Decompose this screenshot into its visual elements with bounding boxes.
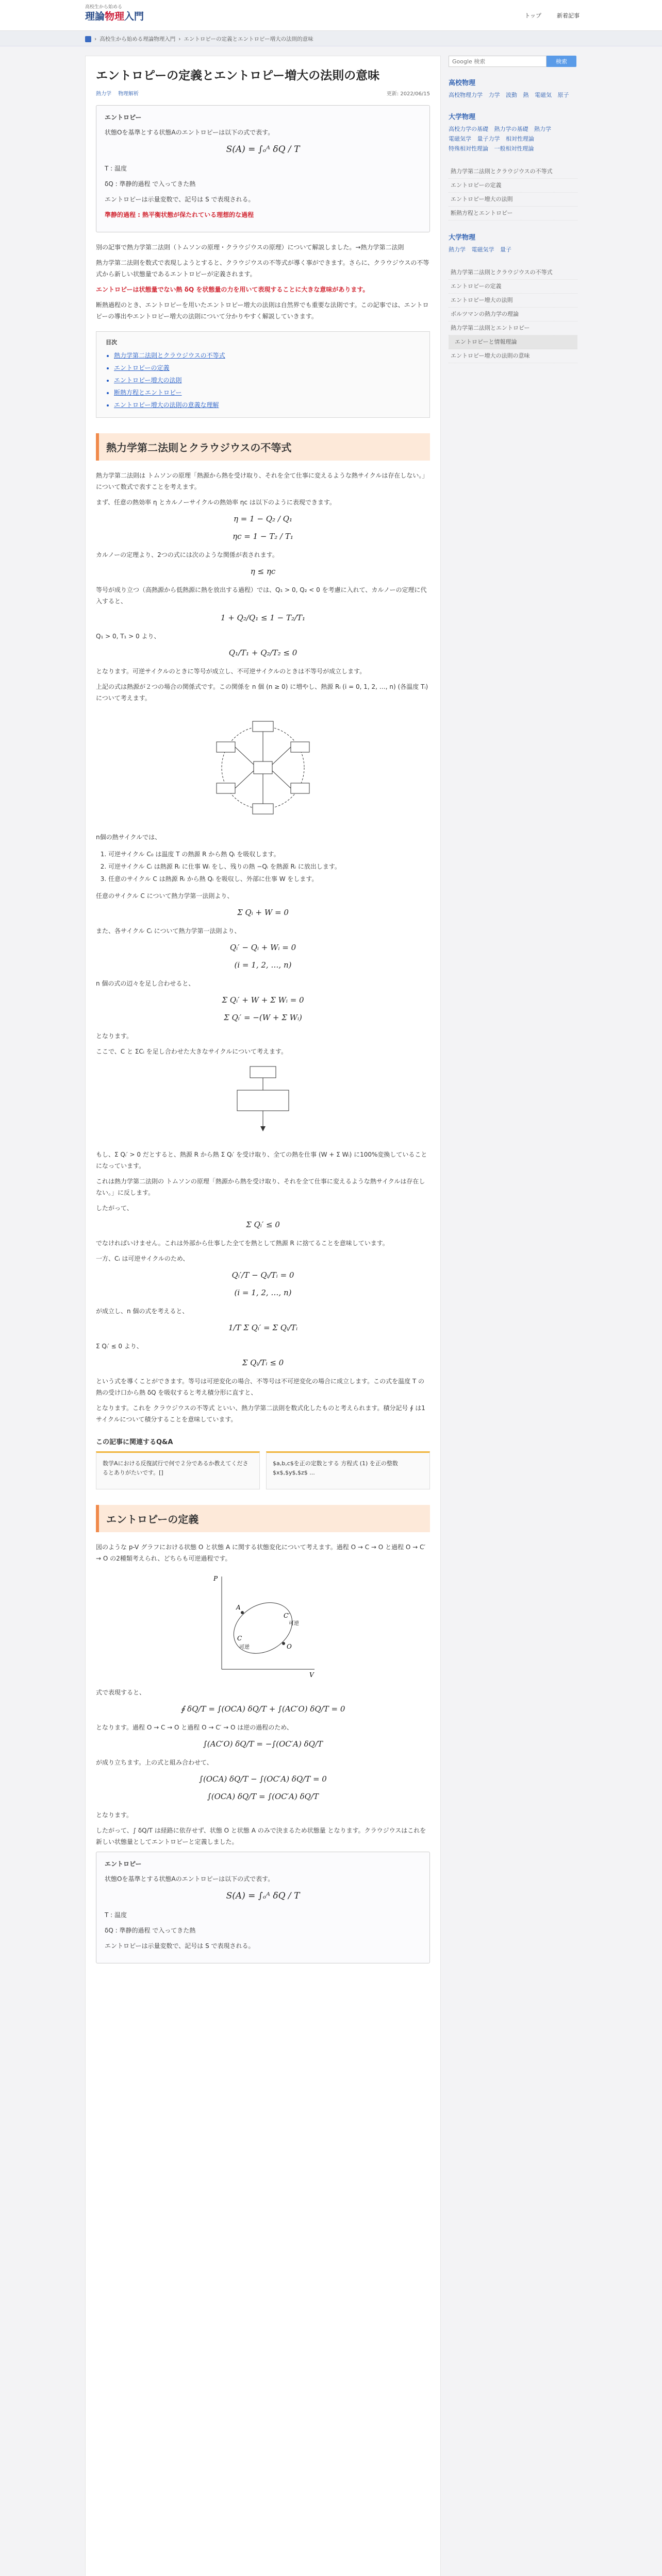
- sidebar-link[interactable]: 熱: [523, 92, 529, 98]
- intro-paragraph: 別の記事で熱力学第二法則（トムソンの原理・クラウジウスの原理）について解説しました。→熱力学第二法則: [96, 244, 404, 251]
- search-button[interactable]: 検索: [547, 56, 576, 67]
- paragraph: まず、任意の熱効率 η とカルノーサイクルの熱効率 ηc は以下のように表現できます。: [96, 499, 336, 506]
- sidebar-links: [449, 90, 577, 100]
- logo-part-b: 物理: [105, 11, 125, 22]
- entropy-equation: S(A) = ∫ₒᴬ δQ / T: [226, 144, 300, 155]
- equation: η = 1 − Q₂ / Q₁: [234, 514, 292, 523]
- breadcrumb-item[interactable]: 高校生から始める理論物理入門: [100, 36, 176, 42]
- cycle-steps: [108, 848, 430, 885]
- logo-part-a: 理論: [85, 11, 105, 22]
- page-title: エントロピーの定義とエントロピー増大の法則の意味: [96, 69, 380, 82]
- path-c-prime-label: C′: [284, 1612, 290, 1619]
- sidebar-link[interactable]: 熱力学の基礎: [494, 126, 528, 132]
- definition-title: エントロピー: [105, 114, 142, 121]
- sidebar-link[interactable]: 量子力学: [477, 135, 500, 142]
- qa-list: [96, 1451, 430, 1489]
- sidebar-article-link[interactable]: エントロピー増大の法則の意味: [449, 349, 577, 363]
- paragraph: となります。過程 O → C → O と過程 O → C′ → O は逆の過程のため、: [96, 1724, 293, 1731]
- point-a-label: A: [236, 1604, 241, 1611]
- paragraph: でなければいけません。これは外部から仕事した全てを熱として熱源 R に捨てることを意味しています。: [96, 1240, 389, 1247]
- equation: Qᵢ′/T − Qᵢ/Tᵢ = 0: [231, 1270, 294, 1280]
- sidebar-article-link[interactable]: エントロピー増大の法則: [449, 193, 577, 207]
- sidebar-article-link[interactable]: ボルツマンの熱力学の理論: [449, 308, 577, 321]
- toc-item[interactable]: • 断熱方程とエントロピー: [114, 386, 420, 399]
- equation: Σ Qᵢ + W = 0: [237, 908, 289, 917]
- sidebar-article-link[interactable]: 熱力学第二法則とクラウジウスの不等式: [449, 266, 577, 280]
- list-item: 3. 任意のサイクル C は熱源 Rᵢ から熱 Qᵢ を吸収し、外部に仕事 W をします。: [108, 873, 430, 885]
- sidebar-article-link[interactable]: エントロピーの定義: [449, 280, 577, 294]
- article-meta: [96, 89, 430, 97]
- reversible-label: 可逆: [289, 1621, 299, 1626]
- paragraph: Q₁ > 0, T₁ > 0 より、: [96, 633, 160, 640]
- paragraph: 上記の式は熱源が２つの場合の関係式です。この関係を n 個 (n ≥ 0) に増やし、熱源 Rᵢ (i = 0, 1, 2, …, n) (各温度 Tᵢ) について考えます。: [96, 683, 428, 702]
- intro-highlight: エントロピーは状態量でない熱 δQ を状態量の力を用いて表現することに大きな意味があります。: [96, 286, 369, 293]
- list-item: 1. 可逆サイクル C₀ は温度 T の熱源 R から熱 Qᵢ を吸収します。: [108, 848, 430, 860]
- sidebar-link[interactable]: 特殊相対性理論: [449, 145, 488, 152]
- site-logo[interactable]: [85, 4, 162, 23]
- paragraph: が成立し、n 個の式を考えると、: [96, 1308, 189, 1315]
- sidebar-link[interactable]: 熱力学: [534, 126, 551, 132]
- paragraph: 任意のサイクル C について熱力学第一法則より、: [96, 892, 234, 900]
- sidebar-link[interactable]: 電磁気: [535, 92, 552, 98]
- definition-t: T : 温度: [105, 1911, 127, 1919]
- paragraph: これは熱力学第二法則の トムソンの原理「熱源から熱を受け取り、それを全て仕事に変えるような熱サイクルは存在しない。」に反します。: [96, 1178, 425, 1196]
- equation-condition: (i = 1, 2, …, n): [234, 1288, 292, 1297]
- sidebar-link[interactable]: 電磁気学: [449, 135, 471, 142]
- tag[interactable]: 物理解析: [118, 91, 139, 97]
- table-of-contents: [96, 331, 430, 418]
- axis-v-label: V: [309, 1671, 314, 1679]
- paragraph: カルノーの定理より、2つの式には次のような関係が表されます。: [96, 551, 278, 558]
- equation: 1/T Σ Qᵢ′ = Σ Qᵢ/Tᵢ: [228, 1323, 298, 1332]
- equation: ∫(OCA) δQ/T = ∫(OC′A) δQ/T: [207, 1792, 319, 1801]
- heat-engine-diagram: [206, 711, 320, 824]
- sidebar-link[interactable]: 相対性理論: [506, 135, 534, 142]
- paragraph: となります。可逆サイクルのときに等号が成立し、不可逆サイクルのときは不等号が成立します。: [96, 668, 366, 675]
- sidebar-link[interactable]: 原子: [557, 92, 569, 98]
- intro-paragraph: 断熱過程のとき、エントロピーを用いたエントロピー増大の法則は自然界でも重要な法則です。この記事では、エントロピーの導出やエントロピー増大の法則について分かりやすく解説していきます。: [96, 301, 429, 320]
- sidebar-link[interactable]: 量子: [500, 246, 511, 253]
- definition-text: 状態Oを基準とする状態Aのエントロピーは以下の式で表す。: [105, 129, 274, 136]
- sidebar-link[interactable]: 熱力学: [449, 246, 466, 253]
- sidebar-article-link[interactable]: 熱力学第二法則とエントロピー: [449, 321, 577, 335]
- paragraph: となります。これを クラウジウスの不等式 といい、熱力学第二法則を数式化したものと考えられます。積分記号 ∮ は1サイクルについて積分することを意味しています。: [96, 1404, 425, 1423]
- equation-condition: (i = 1, 2, …, n): [234, 960, 292, 970]
- logo-part-c: 入門: [124, 11, 144, 22]
- logo-title: [85, 11, 144, 22]
- paragraph: n個の熱サイクルでは、: [96, 834, 161, 841]
- definition-q: δQ : 準静的過程 で入ってきた熱: [105, 180, 196, 188]
- breadcrumb: [85, 35, 313, 43]
- definition-note: 準静的過程 : 熱平衡状態が保たれている理想的な過程: [105, 211, 254, 218]
- definition-box: [96, 105, 430, 232]
- paragraph: 一方、Cᵢ は可逆サイクルのため、: [96, 1255, 189, 1262]
- sidebar-heading: 大学物理: [449, 113, 476, 121]
- equation: Σ Qᵢ′ ≤ 0: [246, 1220, 280, 1229]
- top-nav: [524, 11, 580, 20]
- equation: Q₁/T₁ + Q₂/T₂ ≤ 0: [228, 648, 297, 657]
- equation: η ≤ ηc: [250, 567, 276, 576]
- sidebar-link[interactable]: 高校物理力学: [449, 92, 483, 98]
- paragraph: 式で表現すると、: [96, 1689, 146, 1696]
- sidebar-article-link[interactable]: エントロピーの定義: [449, 179, 577, 193]
- paragraph: が成り立ちます。上の式と組み合わせて、: [96, 1759, 213, 1766]
- paragraph: 熱力学第二法則は トムソンの原理「熱源から熱を受け取り、それを全て仕事に変えるような熱サイクルは存在しない。」について数式で表すことを考えます。: [96, 472, 428, 490]
- equation: ∫(OCA) δQ/T − ∫(OC′A) δQ/T = 0: [199, 1774, 327, 1784]
- sidebar-heading: 大学物理: [449, 234, 476, 242]
- section-heading: 熱力学第二法則とクラウジウスの不等式: [96, 433, 430, 461]
- definition-box: [96, 1852, 430, 1963]
- chevron-right-icon: ›: [94, 36, 97, 42]
- paragraph: 等号が成り立つ（高熱源から低熱源に熱を放出する過程）では、Q₁ > 0, Q₂ < 0 を考慮に入れて、カルノーの定理に代入すると、: [96, 586, 427, 605]
- equation: Σ Qᵢ/Tᵢ ≤ 0: [242, 1358, 284, 1367]
- article: [85, 56, 441, 2576]
- entropy-equation: S(A) = ∫ₒᴬ δQ / T: [226, 1891, 300, 1901]
- sidebar-block: [449, 232, 577, 255]
- sidebar-link[interactable]: 電磁気学: [471, 246, 494, 253]
- toc-item[interactable]: • 熱力学第二法則とクラウジウスの不等式: [114, 349, 420, 362]
- tag-list: [96, 89, 144, 97]
- paragraph: となります。: [96, 1032, 133, 1040]
- sidebar-article-link-current[interactable]: エントロピーと情報理論: [449, 335, 577, 349]
- sidebar-link[interactable]: 力学: [488, 92, 500, 98]
- equation: ∫(AC′O) δQ/T = −∫(OC′A) δQ/T: [203, 1739, 323, 1749]
- sidebar-article-list: [449, 266, 577, 363]
- path-c-label: C: [237, 1635, 242, 1642]
- nav-new-articles-link[interactable]: 新着記事: [557, 12, 580, 19]
- sidebar-heading: 高校物理: [449, 79, 476, 87]
- paragraph: もし、Σ Qᵢ′ > 0 だとすると、熱源 R から熱 Σ Qᵢ′ を受け取り、全ての熱を仕事 (W + Σ Wᵢ) に100%変換していることになっています。: [96, 1151, 427, 1170]
- toc-item[interactable]: • エントロピー増大の法則: [114, 374, 420, 386]
- tag[interactable]: 熱力学: [96, 91, 111, 97]
- definition-t: T : 温度: [105, 165, 127, 172]
- paragraph: また、各サイクル Cᵢ について熱力学第一法則より、: [96, 927, 241, 935]
- section-heading: エントロピーの定義: [96, 1505, 430, 1532]
- sidebar-article-link[interactable]: 断熱方程とエントロピー: [449, 207, 577, 221]
- sidebar-link[interactable]: 一般相対性理論: [494, 145, 534, 152]
- search-input[interactable]: [449, 56, 547, 67]
- paragraph: n 個の式の辺々を足し合わせると、: [96, 980, 195, 987]
- breadcrumb-current: エントロピーの定義とエントロピー増大の法則的意味: [184, 36, 313, 42]
- toc-title: 目次: [106, 339, 117, 346]
- top-bar: [0, 0, 662, 31]
- equation: Σ Qᵢ′ = −(W + Σ Wᵢ): [224, 1013, 302, 1022]
- sidebar-block: [449, 111, 577, 154]
- sidebar-links: [449, 245, 577, 255]
- definition-text: エントロピーは示量変数で、記号は S で表現される。: [105, 1942, 255, 1950]
- updated-date: 更新: 2022/06/15: [386, 91, 430, 97]
- combined-cycle-diagram: [222, 1064, 304, 1142]
- paragraph: したがって、∫ δQ/T は経路に依存せず、状態 O と状態 A のみで決まるため状態量 となります。クラウジウスはこれを新しい状態量としてエントロピーと定義しました。: [96, 1827, 426, 1845]
- equation: Σ Qᵢ′ + W + Σ Wᵢ = 0: [222, 995, 304, 1005]
- sidebar-article-link[interactable]: 熱力学第二法則とクラウジウスの不等式: [449, 165, 577, 179]
- chevron-right-icon: ›: [178, 36, 181, 42]
- sidebar-links: [449, 124, 577, 154]
- equation: 1 + Q₂/Q₁ ≤ 1 − T₂/T₁: [220, 613, 306, 622]
- qa-card[interactable]: $a,b,c$を正の定数とする 方程式 (1) を正の整数$x$,$y$,$z$ ...: [266, 1451, 430, 1489]
- paragraph: となります。: [96, 1811, 133, 1819]
- paragraph: したがって、: [96, 1205, 133, 1212]
- sidebar-link[interactable]: 高校力学の基礎: [449, 126, 488, 132]
- pv-diagram: [206, 1571, 320, 1680]
- point-o-label: O: [287, 1643, 292, 1650]
- reversible-label: 可逆: [239, 1645, 250, 1650]
- equation: ηc = 1 − T₂ / T₁: [233, 532, 293, 541]
- qa-title: この記事に関連するQ&A: [96, 1438, 173, 1446]
- logo-subtitle: 高校生から始める: [85, 5, 123, 10]
- paragraph: という式を導くことができます。等号は可逆変化の場合、不等号は不可逆変化の場合に成立します。この式を温度 T の熱の受け口から熱 δQ を吸収すると考え積分形に直すと、: [96, 1378, 425, 1396]
- sidebar-article-link[interactable]: エントロピー増大の法則: [449, 294, 577, 308]
- intro-paragraph: 熱力学第二法則を数式で表現しようとすると、クラウジウスの不等式が導く事ができます。さらに、クラウジウスの不等式から新しい状態量であるエントロピーが定義されます。: [96, 259, 429, 278]
- sidebar-link[interactable]: 波動: [506, 92, 517, 98]
- paragraph: ここで、C と ΣCᵢ を足し合わせた大きなサイクルについて考えます。: [96, 1048, 288, 1055]
- equation: ∮ δQ/T = ∫(OCA) δQ/T + ∫(AC′O) δQ/T = 0: [180, 1704, 345, 1714]
- breadcrumb-bar: [0, 31, 662, 46]
- definition-q: δQ : 準静的過程 で入ってきた熱: [105, 1927, 196, 1934]
- paragraph: Σ Qᵢ′ ≤ 0 より、: [96, 1343, 143, 1350]
- paragraph: 図のような p-V グラフにおける状態 O と状態 A に関する状態変化について考えます。過程 O → C → O と過程 O → C′ → O の2種類考えられ、どちらも可逆過程です。: [96, 1544, 426, 1562]
- toc-item[interactable]: • エントロピーの定義: [114, 362, 420, 374]
- search-form: [449, 56, 577, 67]
- sidebar-block: [449, 77, 577, 100]
- qa-card[interactable]: 数学Aにおける反復試行で何で２分であるか教えてくださるとありがたいです。[]: [96, 1451, 260, 1489]
- definition-text: エントロピーは示量変数で、記号は S で表現される。: [105, 196, 255, 203]
- nav-top-link[interactable]: トップ: [524, 12, 541, 19]
- list-item: 2. 可逆サイクル Cᵢ は熱源 Rᵢ に仕事 Wᵢ をし、残りの熱 −Qᵢ を熱源 Rᵢ に放出します。: [108, 860, 430, 873]
- toc-item[interactable]: • エントロピー増大の法則の意義な理解: [114, 399, 420, 411]
- axis-p-label: P: [213, 1575, 218, 1582]
- sidebar-article-list: [449, 165, 577, 221]
- definition-text: 状態Oを基準とする状態Aのエントロピーは以下の式で表す。: [105, 1875, 274, 1883]
- definition-title: エントロピー: [105, 1860, 142, 1868]
- home-icon[interactable]: [85, 36, 91, 42]
- sidebar: [449, 56, 577, 375]
- equation: Qᵢ′ − Qᵢ + Wᵢ = 0: [229, 943, 296, 952]
